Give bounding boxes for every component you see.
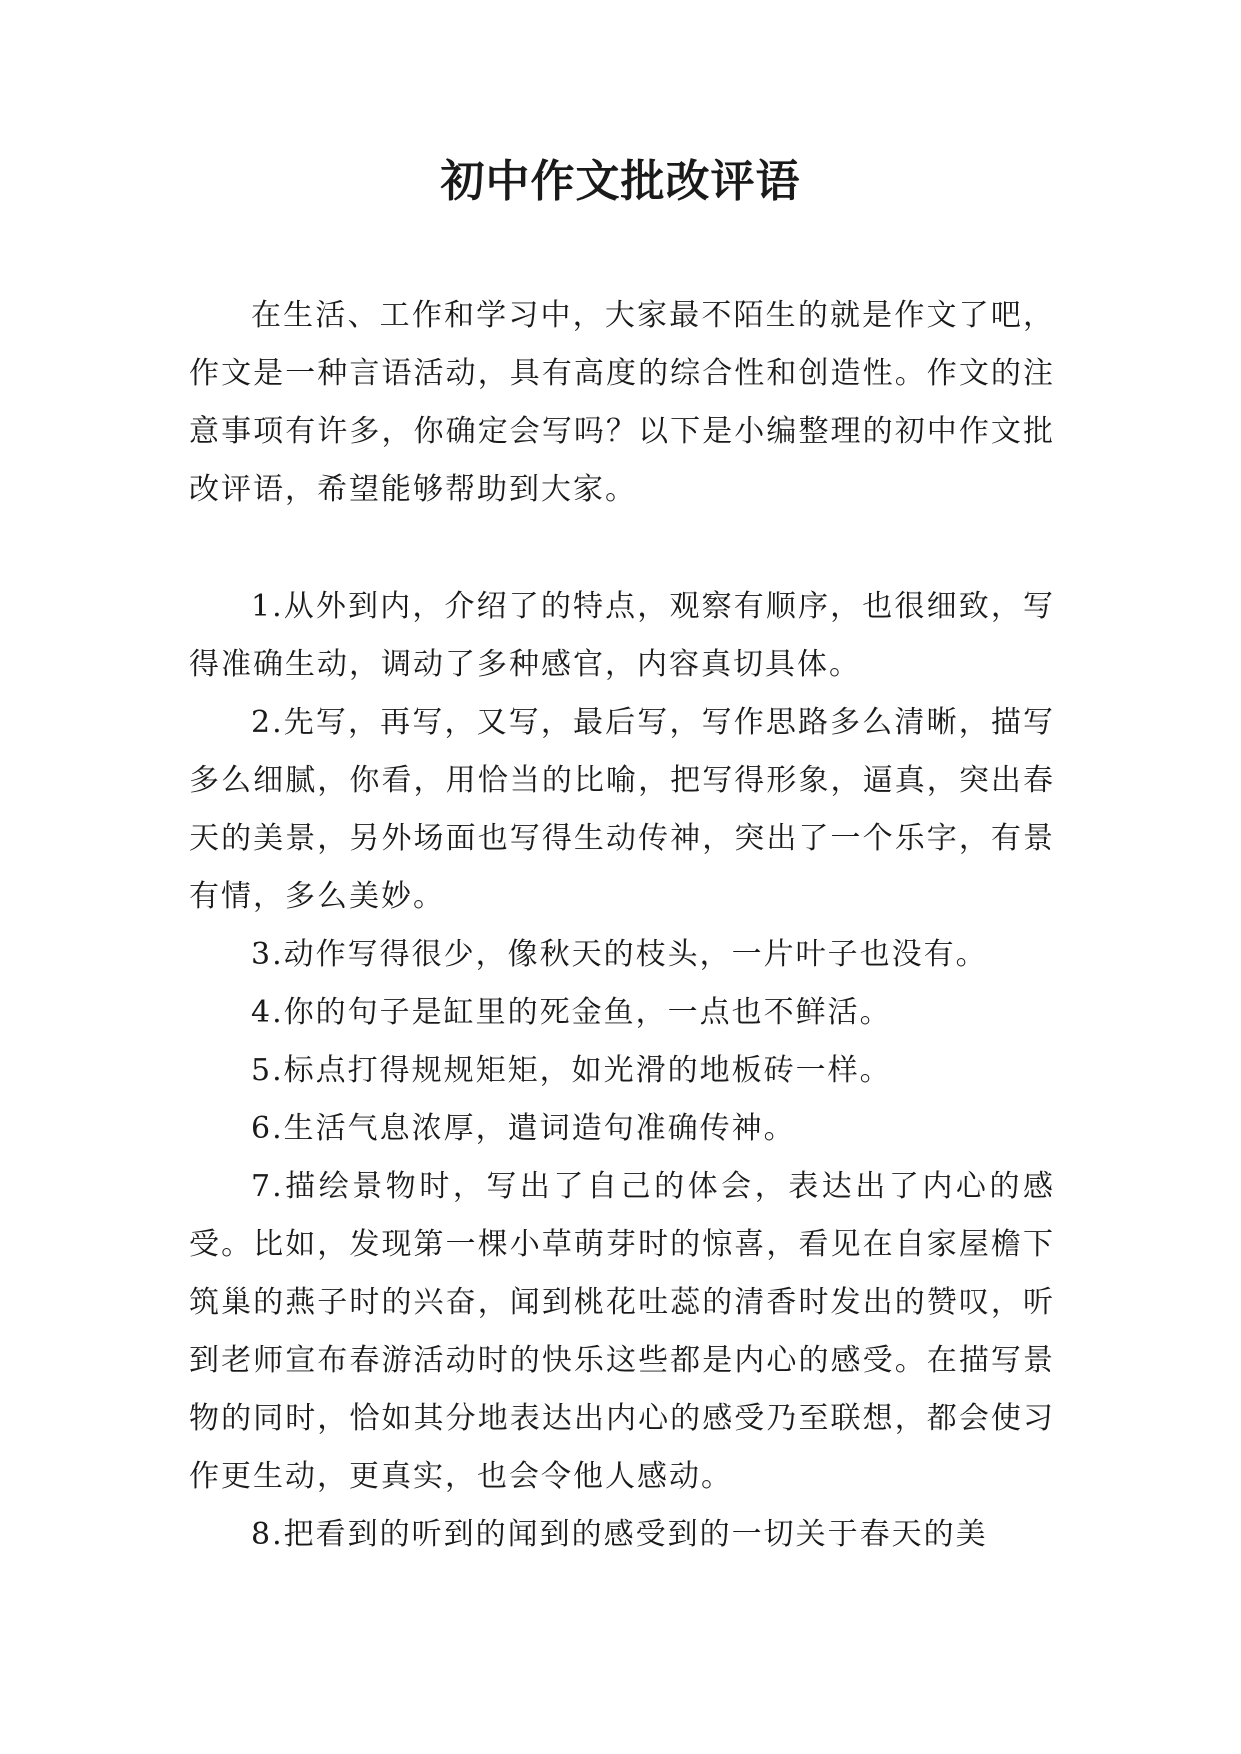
comment-item-2: 2.先写，再写，又写，最后写，写作思路多么清晰，描写多么细腻，你看，用恰当的比喻，把写得形象，逼真，突出春天的美景，另外场面也写得生动传神，突出了一个乐字，有景有情，多么美妙。 <box>189 705 1055 914</box>
intro-paragraph: 在生活、工作和学习中，大家最不陌生的就是作文了吧，作文是一种言语活动，具有高度的综合性和创造性。作文的注意事项有许多，你确定会写吗？以下是小编整理的初中作文批改评语，希望能够帮助到大家。 <box>189 298 1055 507</box>
comment-item-6: 6.生活气息浓厚，遣词造句准确传神。 <box>251 1111 796 1146</box>
comment-list <box>189 578 1055 1564</box>
document-title: 初中作文批改评语 <box>440 156 801 207</box>
comment-item-4: 4.你的句子是缸里的死金鱼，一点也不鲜活。 <box>251 995 892 1030</box>
comment-item-3: 3.动作写得很少，像秋天的枝头，一片叶子也没有。 <box>251 937 988 972</box>
comment-item-7: 7.描绘景物时，写出了自己的体会，表达出了内心的感受。比如，发现第一棵小草萌芽时的惊喜，看见在自家屋檐下筑巢的燕子时的兴奋，闻到桃花吐蕊的清香时发出的赞叹，听到老师宣布春游活动时的快乐这些都是内心的感受。在描写景物的同时，恰如其分地表达出内心的感受乃至联想，都会使习作更生动，更真实，也会令他人感动。 <box>189 1169 1055 1494</box>
comment-item-5: 5.标点打得规规矩矩，如光滑的地板砖一样。 <box>251 1053 892 1088</box>
intro-section <box>189 287 1055 519</box>
comment-item-1: 1.从外到内，介绍了的特点，观察有顺序，也很细致，写得准确生动，调动了多种感官，内容真切具体。 <box>189 589 1055 682</box>
comment-item-8: 8.把看到的听到的闻到的感受到的一切关于春天的美 <box>251 1517 988 1552</box>
